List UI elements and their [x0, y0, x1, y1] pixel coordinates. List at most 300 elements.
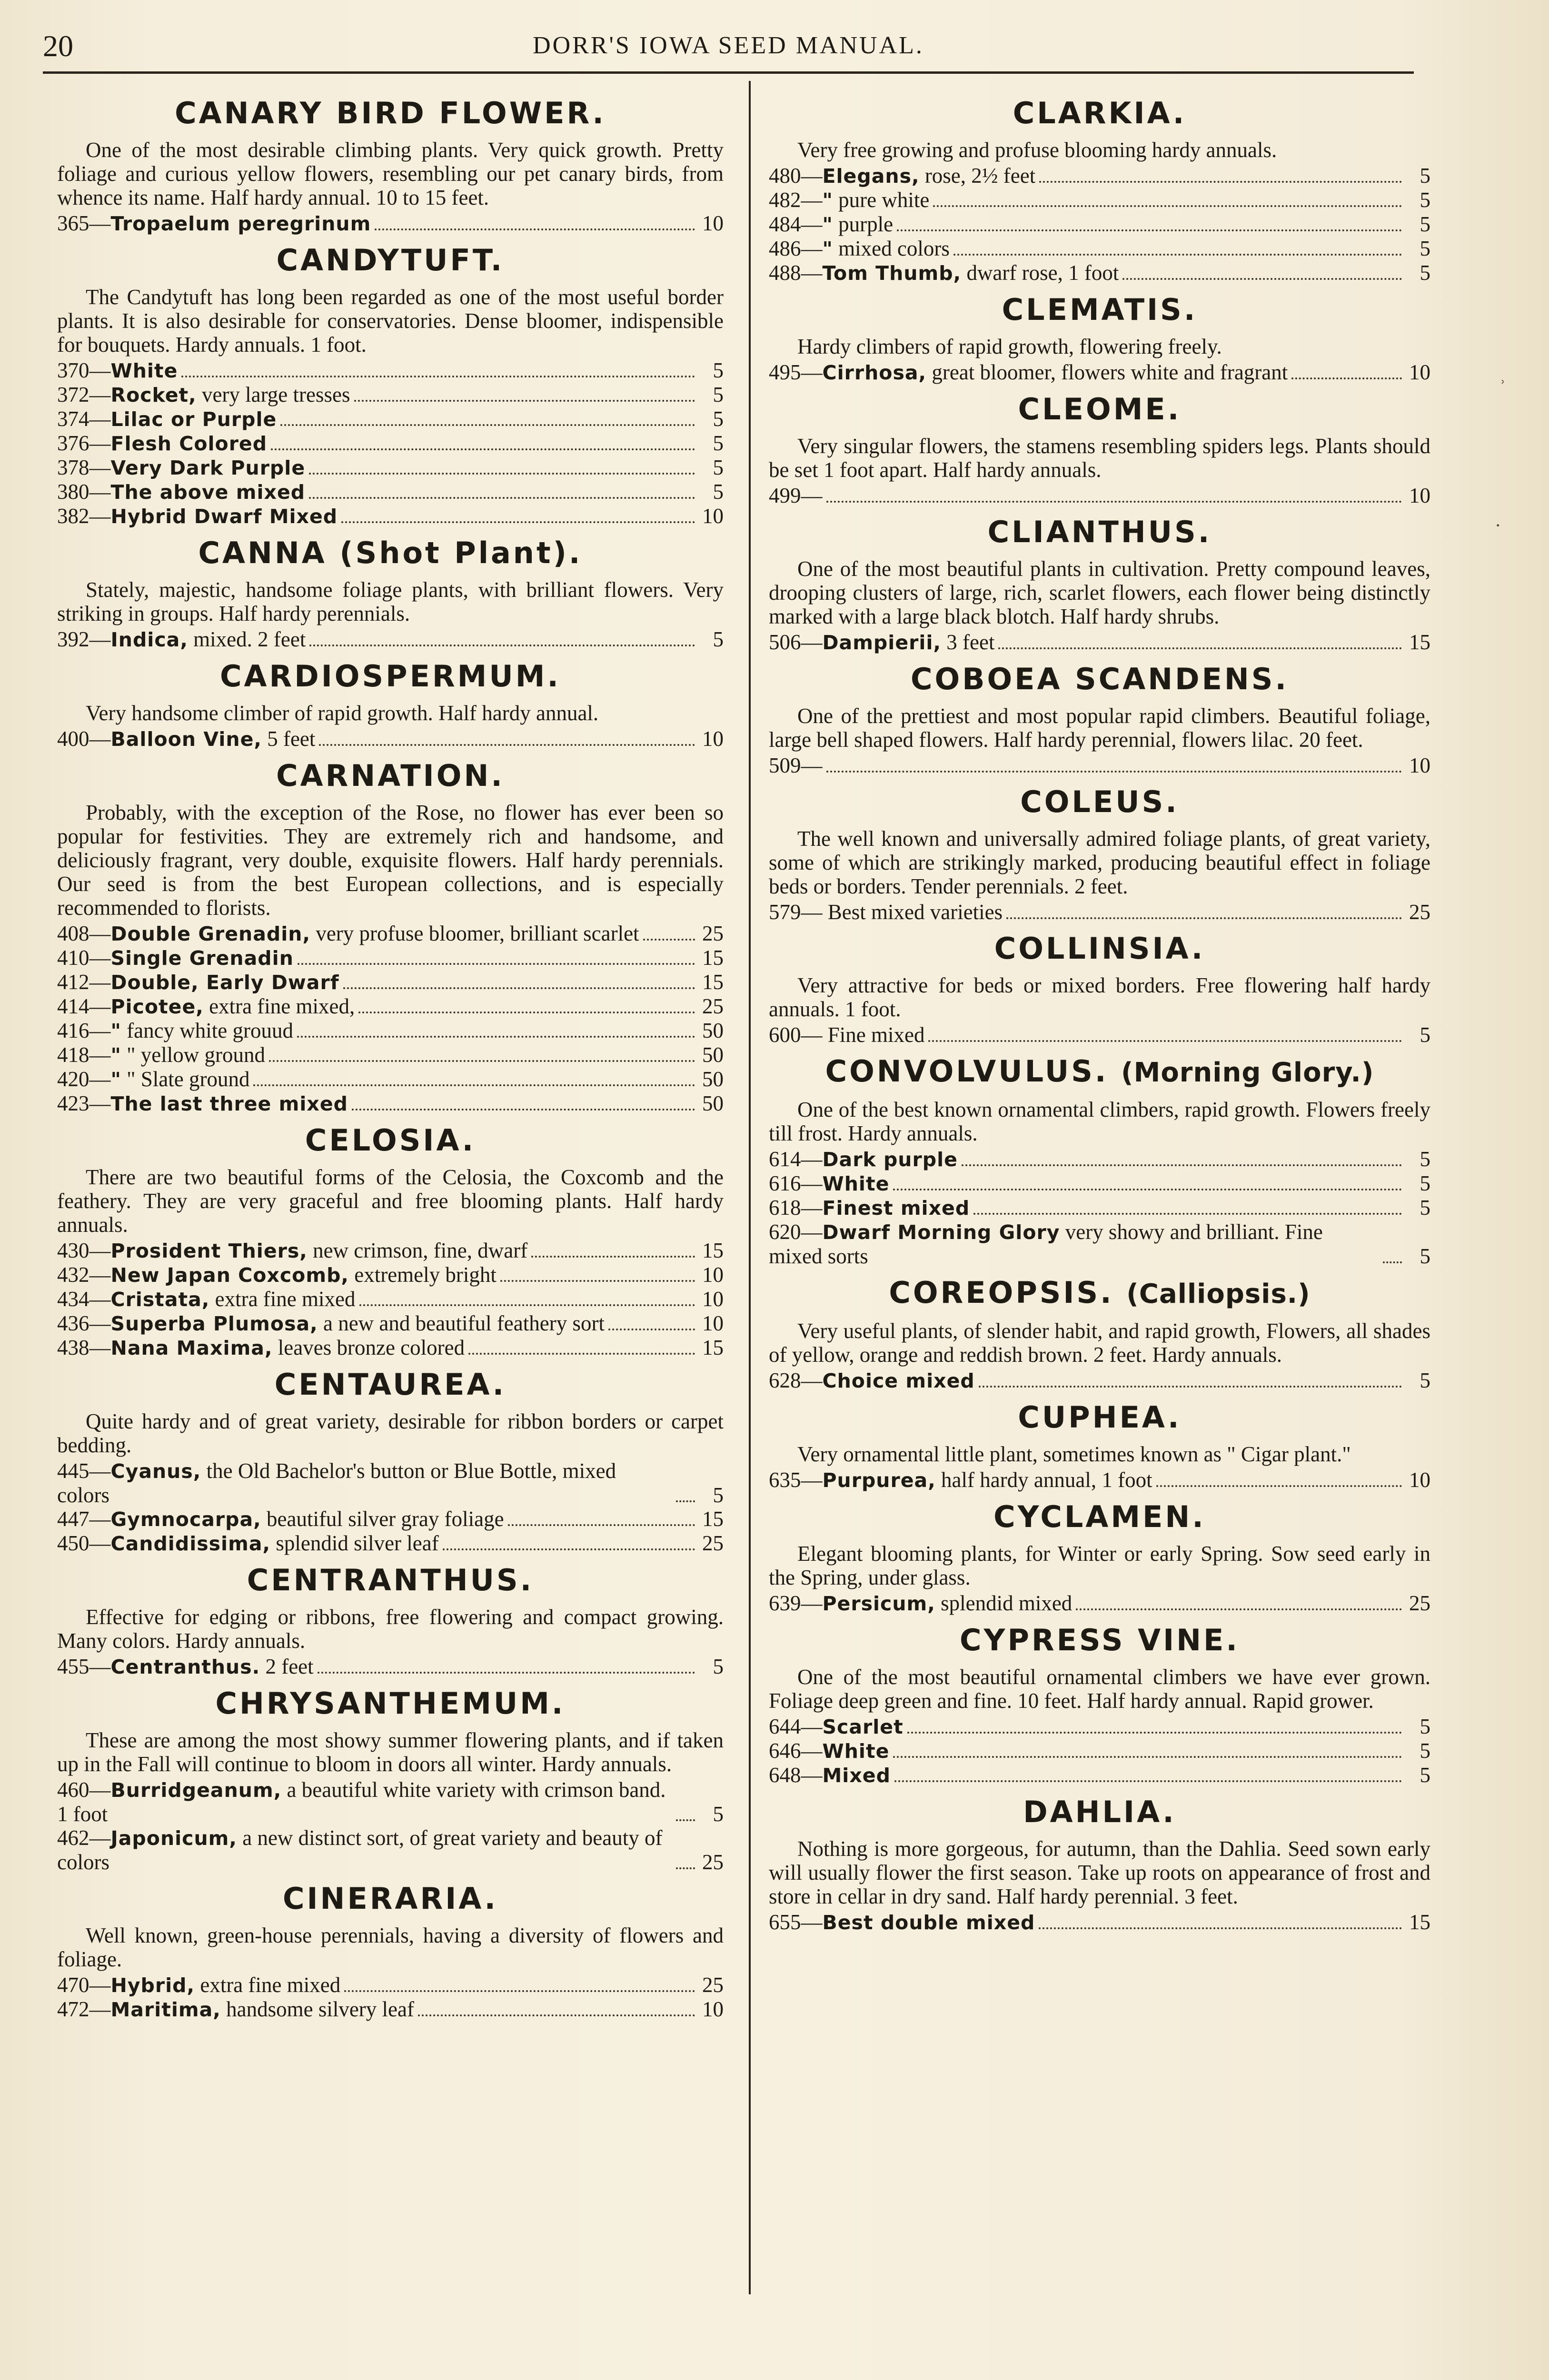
dot-leader — [1076, 1608, 1402, 1610]
list-item — [57, 627, 724, 652]
variety-name: Lilac or Purple — [110, 408, 277, 431]
dot-leader — [500, 1280, 695, 1282]
section-title-text: COBOEA SCANDENS. — [910, 662, 1289, 696]
item-price: 5 — [713, 1802, 724, 1826]
item-name: 380—The above mixed — [57, 480, 306, 504]
dot-leader — [375, 228, 695, 230]
item-list — [57, 1655, 724, 1679]
item-number: 620 — [769, 1220, 801, 1244]
seed-section — [769, 1053, 1430, 1268]
list-item — [57, 1239, 724, 1263]
item-name: 620—Dwarf Morning Glory very showy and brilliant. Fine mixed sorts — [769, 1220, 1323, 1268]
variety-name: Centranthus. — [110, 1656, 260, 1678]
item-detail: very profuse bloomer, brilliant scarlet — [316, 922, 639, 945]
column-divider — [749, 81, 751, 2294]
item-number: 600 — [769, 1023, 801, 1047]
item-list — [769, 754, 1430, 777]
item-number: 480 — [769, 164, 801, 188]
seed-section — [57, 1562, 724, 1679]
variety-name: Cirrhosa, — [822, 361, 927, 384]
item-price: 25 — [1409, 900, 1430, 924]
section-description: These are among the most showy summer flowering plants, and if taken up in the Fall will continue to bloom in doors all winter. Hardy annuals. — [57, 1728, 724, 1776]
item-detail: great bloomer, flowers white and fragrant — [932, 360, 1288, 384]
variety-name: New Japan Coxcomb, — [110, 1264, 349, 1287]
item-number: 370 — [57, 358, 89, 382]
item-number: 414 — [57, 994, 89, 1018]
item-detail: dwarf rose, 1 foot — [966, 261, 1119, 285]
item-name: 648—Mixed — [769, 1763, 891, 1787]
list-item — [769, 1147, 1430, 1171]
item-detail: purple — [838, 212, 894, 236]
list-item — [769, 1023, 1430, 1047]
list-item — [769, 900, 1430, 924]
item-name: 644—Scarlet — [769, 1715, 904, 1738]
item-number: 472 — [57, 1997, 89, 2021]
item-detail: 3 feet — [946, 630, 995, 654]
dot-leader — [907, 1732, 1402, 1734]
variety-name: White — [822, 1172, 890, 1195]
section-title — [769, 95, 1430, 131]
item-price: 25 — [702, 1531, 724, 1555]
variety-name: Prosident Thiers, — [110, 1240, 308, 1262]
seed-section — [57, 658, 724, 751]
item-price: 50 — [702, 1067, 724, 1091]
item-number: 499 — [769, 484, 801, 507]
item-number: 376 — [57, 431, 89, 455]
dot-leader — [1122, 278, 1402, 280]
list-item — [769, 188, 1430, 212]
seed-section — [57, 95, 724, 236]
item-detail: extremely bright — [354, 1263, 496, 1287]
item-price: 50 — [702, 1091, 724, 1115]
variety-name: Double Grenadin, — [110, 922, 311, 945]
variety-name: " — [822, 213, 833, 236]
list-item — [57, 1826, 724, 1874]
dot-leader — [319, 744, 695, 746]
item-name: 450—Candidissima, splendid silver leaf — [57, 1531, 439, 1555]
item-price: 5 — [1420, 164, 1430, 188]
item-price: 15 — [702, 1239, 724, 1262]
item-name: 392—Indica, mixed. 2 feet — [57, 627, 306, 651]
dot-leader — [1006, 917, 1402, 919]
item-detail: fancy white grouud — [127, 1019, 294, 1042]
section-description: One of the most beautiful plants in cultivation. Pretty compound leaves, drooping clusters of large, rich, scarlet flowers, each flower being distinctly marked with a large black blotch. Half hardy shrubs. — [769, 557, 1430, 628]
seed-section — [769, 1499, 1430, 1616]
item-name: 408—Double Grenadin, very profuse bloomer, brilliant scarlet — [57, 922, 639, 945]
item-number: 412 — [57, 970, 89, 994]
variety-name: Purpurea, — [822, 1469, 936, 1492]
item-detail: " Slate ground — [127, 1067, 250, 1091]
section-title — [769, 292, 1430, 328]
item-list — [769, 1468, 1430, 1492]
dot-leader — [826, 501, 1402, 503]
list-item — [769, 630, 1430, 654]
dot-leader — [608, 1329, 695, 1330]
item-number: 430 — [57, 1239, 89, 1262]
variety-name: Single Grenadin — [110, 947, 294, 970]
dot-leader — [358, 1012, 695, 1013]
page-header — [43, 29, 1414, 67]
variety-name: Dampierii, — [822, 631, 942, 654]
item-detail: 2 feet — [265, 1655, 314, 1678]
item-name: 600— Fine mixed — [769, 1023, 925, 1047]
item-price: 5 — [1420, 1763, 1430, 1787]
item-detail: splendid silver leaf — [276, 1531, 439, 1555]
item-price: 5 — [713, 383, 724, 407]
item-detail: half hardy annual, 1 foot — [941, 1468, 1152, 1492]
dot-leader — [418, 2014, 695, 2016]
item-number: 488 — [769, 261, 801, 285]
section-title-text: CYPRESS VINE. — [960, 1623, 1240, 1657]
section-title-text: CENTRANTHUS. — [247, 1563, 534, 1597]
section-title — [769, 1622, 1430, 1658]
item-number: 509 — [769, 754, 801, 777]
item-number: 655 — [769, 1910, 801, 1934]
item-price: 5 — [1420, 1147, 1430, 1171]
item-price: 5 — [1420, 188, 1430, 212]
item-price: 25 — [702, 1973, 724, 1997]
item-price: 10 — [702, 211, 724, 235]
item-number: 618 — [769, 1196, 801, 1220]
item-name: 480—Elegans, rose, 2½ feet — [769, 164, 1036, 188]
dot-leader — [928, 1040, 1402, 1042]
item-number: 495 — [769, 360, 801, 384]
item-number: 434 — [57, 1287, 89, 1311]
variety-name: Hybrid, — [110, 1974, 195, 1997]
item-number: 372 — [57, 383, 89, 407]
item-name: 579— Best mixed varieties — [769, 900, 1003, 924]
page-title: DORR'S IOWA SEED MANUAL. — [533, 32, 924, 59]
item-number: 392 — [57, 627, 89, 651]
item-list — [57, 211, 724, 236]
section-title-text: CONVOLVULUS. — [825, 1054, 1109, 1089]
item-price: 5 — [713, 456, 724, 479]
list-item — [57, 211, 724, 236]
variety-name: Persicum, — [822, 1592, 935, 1615]
right-column — [769, 95, 1430, 1941]
section-title — [57, 1686, 724, 1722]
dot-leader — [979, 1386, 1402, 1388]
item-price: 25 — [1409, 1591, 1430, 1615]
item-price: 5 — [1420, 1244, 1430, 1268]
section-title — [769, 1053, 1430, 1091]
dot-leader — [893, 1189, 1402, 1190]
variety-name: Nana Maxima, — [110, 1337, 273, 1359]
item-detail: Fine mixed — [827, 1023, 925, 1047]
item-number: 408 — [57, 922, 89, 945]
item-price: 5 — [713, 480, 724, 504]
item-detail: rose, 2½ feet — [924, 164, 1036, 188]
section-title-text: CENTAUREA. — [274, 1367, 506, 1402]
variety-name: " — [110, 1020, 121, 1042]
item-number: 432 — [57, 1263, 89, 1287]
section-description: Effective for edging or ribbons, free flowering and compact growing. Many colors. Hardy annuals. — [57, 1605, 724, 1653]
list-item — [769, 1739, 1430, 1763]
list-item — [769, 1763, 1430, 1787]
item-name: 376—Flesh Colored — [57, 431, 268, 455]
list-item — [57, 1043, 724, 1067]
item-name: 438—Nana Maxima, leaves bronze colored — [57, 1336, 465, 1359]
section-description: The Candytuft has long been regarded as one of the most useful border plants. It is also desirable for conservatories. Dense bloomer, indispensible for bouquets. Hardy annuals. 1 foot. — [57, 285, 724, 357]
dot-leader — [894, 1780, 1402, 1782]
section-subtitle: (Calliopsis.) — [1126, 1279, 1311, 1309]
item-number: 410 — [57, 946, 89, 970]
section-title-text: CARDIOSPERMUM. — [220, 659, 561, 694]
variety-name: Tropaelum peregrinum — [110, 212, 371, 235]
variety-name: " — [110, 1068, 121, 1091]
item-number: 646 — [769, 1739, 801, 1763]
item-detail: very showy and brilliant. Fine mixed sorts — [769, 1220, 1323, 1268]
dot-leader — [297, 1036, 695, 1038]
variety-name: Hybrid Dwarf Mixed — [110, 505, 338, 528]
item-price: 10 — [1409, 1468, 1430, 1492]
dot-leader — [1039, 181, 1402, 183]
list-item — [769, 1468, 1430, 1492]
item-list — [57, 627, 724, 652]
list-item — [769, 360, 1430, 385]
variety-name: Elegans, — [822, 165, 920, 188]
variety-name: Tom Thumb, — [822, 262, 962, 285]
section-description: Elegant blooming plants, for Winter or early Spring. Sow seed early in the Spring, under glass. — [769, 1542, 1430, 1589]
seed-section — [57, 1686, 724, 1874]
seed-section — [769, 292, 1430, 385]
item-price: 15 — [702, 970, 724, 994]
item-detail: splendid mixed — [941, 1591, 1072, 1615]
section-title-text: COREOPSIS. — [889, 1275, 1114, 1310]
item-name: 462—Japonicum, a new distinct sort, of great variety and beauty of colors — [57, 1826, 663, 1874]
item-name: 445—Cyanus, the Old Bachelor's button or Blue Bottle, mixed colors — [57, 1459, 616, 1507]
item-price: 5 — [1420, 212, 1430, 236]
section-title — [57, 758, 724, 794]
item-name: 412—Double, Early Dwarf — [57, 970, 339, 994]
variety-name: Cristata, — [110, 1288, 210, 1311]
section-title — [769, 1275, 1430, 1312]
item-name: 472—Maritima, handsome silvery leaf — [57, 1997, 414, 2021]
dot-leader — [998, 647, 1402, 649]
list-item — [57, 970, 724, 994]
dot-leader — [343, 987, 695, 989]
item-number: 644 — [769, 1715, 801, 1738]
dot-leader — [1039, 1927, 1402, 1929]
item-price: 5 — [713, 627, 724, 651]
section-title-text: CLARKIA. — [1013, 96, 1187, 130]
section-description: Very attractive for beds or mixed borders. Free flowering half hardy annuals. 1 foot. — [769, 973, 1430, 1021]
section-description: The well known and universally admired foliage plants, of great variety, some of which are strikingly marked, producing beautiful effect in foliage beds or borders. Tender perennials. 2 feet. — [769, 827, 1430, 898]
variety-name: Finest mixed — [822, 1197, 970, 1220]
section-title-text: CUPHEA. — [1018, 1400, 1182, 1435]
dot-leader — [933, 205, 1402, 207]
item-detail: leaves bronze colored — [278, 1336, 465, 1359]
item-list — [57, 358, 724, 528]
item-list — [769, 164, 1430, 285]
list-item — [57, 1973, 724, 1997]
dot-leader — [973, 1213, 1402, 1215]
item-name: 499— — [769, 484, 823, 507]
item-price: 5 — [1420, 237, 1430, 260]
section-title-text: CLEMATIS. — [1002, 292, 1198, 327]
section-title — [57, 1881, 724, 1917]
list-item — [769, 1715, 1430, 1739]
section-title — [769, 391, 1430, 427]
section-description: One of the prettiest and most popular rapid climbers. Beautiful foliage, large bell shaped flowers. Half hardy perennial, flowers lilac. 20 feet. — [769, 704, 1430, 752]
item-number: 447 — [57, 1507, 89, 1531]
dot-leader — [531, 1256, 695, 1258]
section-title-text: CARNATION. — [276, 758, 505, 793]
section-description: Very singular flowers, the stamens resembling spiders legs. Plants should be set 1 foot apart. Half hardy annuals. — [769, 434, 1430, 482]
item-detail: mixed. 2 feet — [193, 627, 306, 651]
section-title — [769, 514, 1430, 550]
seed-section — [769, 1399, 1430, 1492]
seed-section — [769, 514, 1430, 654]
item-name: 495—Cirrhosa, great bloomer, flowers white and fragrant — [769, 360, 1288, 384]
variety-name: White — [110, 359, 178, 382]
dot-leader — [1383, 1261, 1402, 1263]
list-item — [57, 1997, 724, 2022]
item-number: 506 — [769, 630, 801, 654]
section-description: Very handsome climber of rapid growth. Half hardy annual. — [86, 701, 599, 725]
variety-name: Burridgeanum, — [110, 1779, 282, 1802]
seed-section — [57, 758, 724, 1116]
item-detail: Best mixed varieties — [827, 900, 1003, 924]
item-number: 445 — [57, 1459, 89, 1483]
item-price: 25 — [702, 994, 724, 1018]
variety-name: Choice mixed — [822, 1369, 975, 1392]
dot-leader — [318, 1672, 695, 1674]
list-item — [57, 1336, 724, 1360]
dot-leader — [893, 1756, 1402, 1758]
dot-leader — [298, 963, 695, 965]
item-detail: extra fine mixed — [200, 1973, 341, 1997]
dot-leader — [269, 1060, 695, 1062]
item-list — [769, 1147, 1430, 1268]
list-item — [57, 1019, 724, 1043]
dot-leader — [643, 939, 695, 941]
dot-leader — [468, 1353, 695, 1355]
item-detail: a new distinct sort, of great variety and beauty of colors — [57, 1826, 663, 1874]
item-price: 5 — [713, 431, 724, 455]
section-title-text: CHRYSANTHEMUM. — [215, 1686, 566, 1721]
item-number: 462 — [57, 1826, 89, 1850]
list-item — [57, 1655, 724, 1679]
item-price: 15 — [1409, 630, 1430, 654]
item-price: 10 — [1409, 754, 1430, 777]
list-item — [57, 1287, 724, 1311]
item-name: 365—Tropaelum peregrinum — [57, 211, 371, 235]
item-number: 616 — [769, 1171, 801, 1195]
variety-name: Very Dark Purple — [110, 456, 306, 479]
variety-name: Dwarf Morning Glory — [822, 1221, 1060, 1244]
dot-leader — [309, 645, 695, 646]
margin-speck: · — [1495, 515, 1501, 536]
list-item — [57, 1311, 724, 1336]
section-description: One of the most desirable climbing plants. Very quick growth. Pretty foliage and curious yellow flowers, resembling our pet canary birds, from whence its name. Half hardy annual. 10 to 15 feet. — [57, 138, 724, 209]
dot-leader — [253, 1084, 695, 1086]
section-title-text: COLEUS. — [1020, 784, 1179, 819]
item-number: 380 — [57, 480, 89, 504]
item-list — [57, 1239, 724, 1360]
section-description: One of the best known ornamental climbers, rapid growth. Flowers freely till frost. Hardy annuals. — [769, 1098, 1430, 1145]
item-name: 370—White — [57, 358, 178, 382]
variety-name: White — [822, 1740, 890, 1763]
section-title-text: CLIANTHUS. — [987, 515, 1212, 549]
section-title — [57, 1367, 724, 1403]
item-name: 616—White — [769, 1171, 890, 1195]
item-list — [769, 630, 1430, 654]
list-item — [57, 946, 724, 970]
dot-leader — [359, 1304, 695, 1306]
dot-leader — [341, 521, 695, 523]
variety-name: Candidissima, — [110, 1532, 271, 1555]
item-price: 10 — [702, 727, 724, 751]
seed-section — [769, 391, 1430, 507]
list-item — [769, 1171, 1430, 1196]
variety-name: " — [822, 238, 833, 260]
section-title-text: CINERARIA. — [282, 1881, 498, 1916]
item-price: 5 — [1420, 1368, 1430, 1392]
item-number: 416 — [57, 1019, 89, 1042]
item-name: 432—New Japan Coxcomb, extremely bright — [57, 1263, 496, 1287]
list-item — [57, 1067, 724, 1091]
item-name: 430—Prosident Thiers, new crimson, fine, dwarf — [57, 1239, 528, 1262]
item-name: 372—Rocket, very large tresses — [57, 383, 350, 407]
dot-leader — [676, 1867, 695, 1869]
dot-leader — [181, 376, 695, 377]
item-price: 10 — [702, 1997, 724, 2021]
item-name: 418—" " yellow ground — [57, 1043, 265, 1067]
item-name: 378—Very Dark Purple — [57, 456, 306, 479]
page-number: 20 — [43, 29, 73, 63]
section-title — [769, 1399, 1430, 1436]
list-item — [769, 237, 1430, 261]
item-name: 434—Cristata, extra fine mixed — [57, 1287, 356, 1311]
section-title — [769, 784, 1430, 820]
item-detail: a new and beautiful feathery sort — [323, 1311, 605, 1335]
left-column — [57, 95, 724, 2028]
item-price: 10 — [702, 1287, 724, 1311]
item-number: 460 — [57, 1778, 89, 1802]
dot-leader — [508, 1524, 695, 1526]
item-number: 635 — [769, 1468, 801, 1492]
list-item — [57, 1091, 724, 1116]
dot-leader — [962, 1164, 1402, 1166]
item-list — [769, 1715, 1430, 1787]
item-price: 5 — [1420, 1196, 1430, 1220]
item-list — [769, 484, 1430, 507]
item-price: 10 — [1409, 360, 1430, 384]
item-price: 5 — [713, 1655, 724, 1678]
item-price: 5 — [713, 358, 724, 382]
list-item — [57, 504, 724, 528]
section-title — [57, 535, 724, 571]
item-list — [769, 1023, 1430, 1047]
item-number: 374 — [57, 407, 89, 431]
section-title-text: DAHLIA. — [1023, 1795, 1176, 1829]
seed-section — [769, 1794, 1430, 1934]
dot-leader — [309, 473, 695, 475]
item-number: 648 — [769, 1763, 801, 1787]
item-name: 410—Single Grenadin — [57, 946, 294, 970]
variety-name: Japonicum, — [110, 1827, 237, 1850]
item-number: 378 — [57, 456, 89, 479]
item-detail: beautiful silver gray foliage — [267, 1507, 504, 1531]
dot-leader — [271, 448, 695, 450]
item-price: 5 — [1420, 261, 1430, 285]
seed-section — [57, 1881, 724, 2022]
item-name: 460—Burridgeanum, a beautiful white variety with crimson band. 1 foot — [57, 1778, 666, 1826]
variety-name: Mixed — [822, 1764, 891, 1787]
item-name: 414—Picotee, extra fine mixed, — [57, 994, 355, 1018]
variety-name: Best double mixed — [822, 1911, 1035, 1934]
